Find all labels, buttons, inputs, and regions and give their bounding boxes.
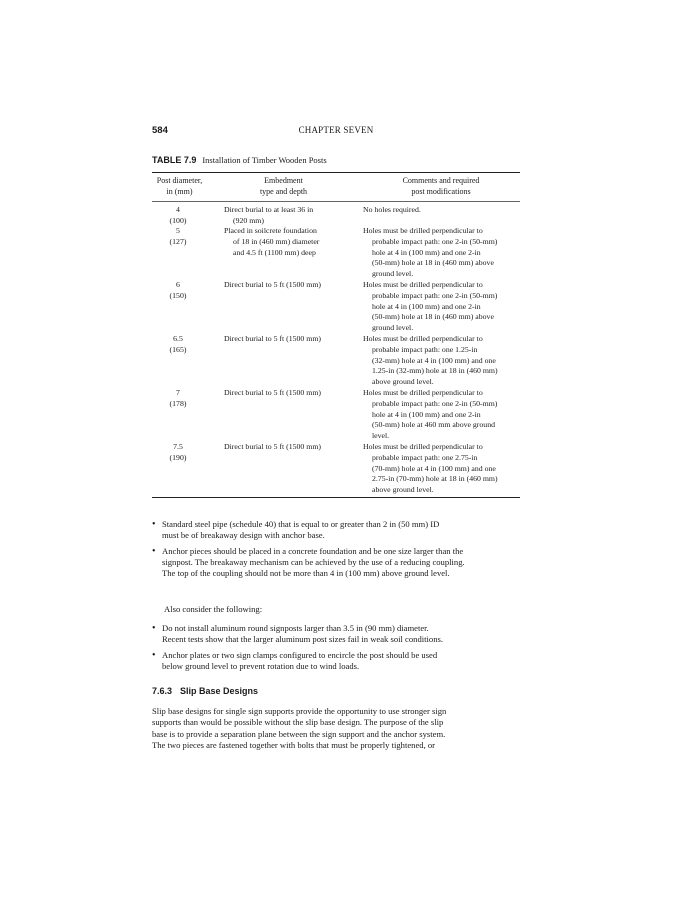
cell-diameter: 6.5 (165) <box>169 334 187 354</box>
column-header-diameter: Post diameter, in (mm) <box>156 176 203 196</box>
cell-comments: No holes required. <box>363 205 421 214</box>
column-header-embedment: Embedment type and depth <box>259 176 308 196</box>
table-caption <box>152 155 327 165</box>
page-header <box>152 125 520 139</box>
body-paragraph: Slip base designs for single sign supports provide the opportunity to use stronger sign supports than would be possible without the slip base design. The purpose of the slip base is to provide a separation plane between the sign support and the anchor system. The two pieces are fastened together with bolts that must be properly tightened, or <box>152 706 447 751</box>
table-bottom-rule <box>152 497 520 498</box>
cell-embedment: Direct burial to at least 36 in (920 mm) <box>224 205 314 225</box>
consider-text: Also consider the following: <box>164 604 263 614</box>
cell-embedment: Direct burial to 5 ft (1500 mm) <box>224 334 322 343</box>
bullet-icon: • <box>152 546 156 557</box>
bullet-icon: • <box>152 519 156 530</box>
cell-embedment: Direct burial to 5 ft (1500 mm) <box>224 280 322 289</box>
cell-diameter: 7 (178) <box>169 388 187 408</box>
cell-embedment: Direct burial to 5 ft (1500 mm) <box>224 388 322 397</box>
table-title: Installation of Timber Wooden Posts <box>202 155 327 165</box>
cell-diameter: 6 (150) <box>169 280 187 300</box>
chapter-title: CHAPTER SEVEN <box>298 125 374 135</box>
section-title: Slip Base Designs <box>180 686 259 696</box>
bullet-icon: • <box>152 650 156 661</box>
cell-diameter: 7.5 (190) <box>169 442 187 462</box>
page-number: 584 <box>152 125 168 136</box>
cell-embedment: Direct burial to 5 ft (1500 mm) <box>224 442 322 451</box>
bullet-icon: • <box>152 623 156 634</box>
cell-diameter: 4 (100) <box>169 205 187 225</box>
column-header-comments: Comments and required post modifications <box>402 176 480 196</box>
cell-embedment: Placed in soilcrete foundation of 18 in (460 mm) diameter and 4.5 ft (1100 mm) deep <box>224 226 320 257</box>
section-heading <box>152 686 258 696</box>
table-label: TABLE 7.9 <box>152 155 197 165</box>
cell-comments: Holes must be drilled perpendicular to probable impact path: one 2-in (50-mm) hole at 4 in (100 mm) and one 2-in (50-mm) hole at 460 mm above ground level. <box>363 388 498 441</box>
section-number: 7.6.3 <box>152 686 173 696</box>
cell-comments: Holes must be drilled perpendicular to probable impact path: one 2-in (50-mm) hole at 4 in (100 mm) and one 2-in (50-mm) hole at 18 in (460 mm) above ground level. <box>363 226 498 279</box>
table-header-rule <box>152 201 520 202</box>
cell-diameter: 5 (127) <box>169 226 187 246</box>
table-top-rule <box>152 172 520 173</box>
cell-comments: Holes must be drilled perpendicular to probable impact path: one 1.25-in (32-mm) hole at 4 in (100 mm) and one 1.25-in (32-mm) hole at 18 in (460 mm) above ground level. <box>363 334 498 387</box>
cell-comments: Holes must be drilled perpendicular to probable impact path: one 2-in (50-mm) hole at 4 in (100 mm) and one 2-in (50-mm) hole at 18 in (460 mm) above ground level. <box>363 280 498 333</box>
cell-comments: Holes must be drilled perpendicular to probable impact path: one 2.75-in (70-mm) hole at 4 in (100 mm) and one 2.75-in (70-mm) hole at 18 in (460 mm) above ground level. <box>363 442 498 495</box>
